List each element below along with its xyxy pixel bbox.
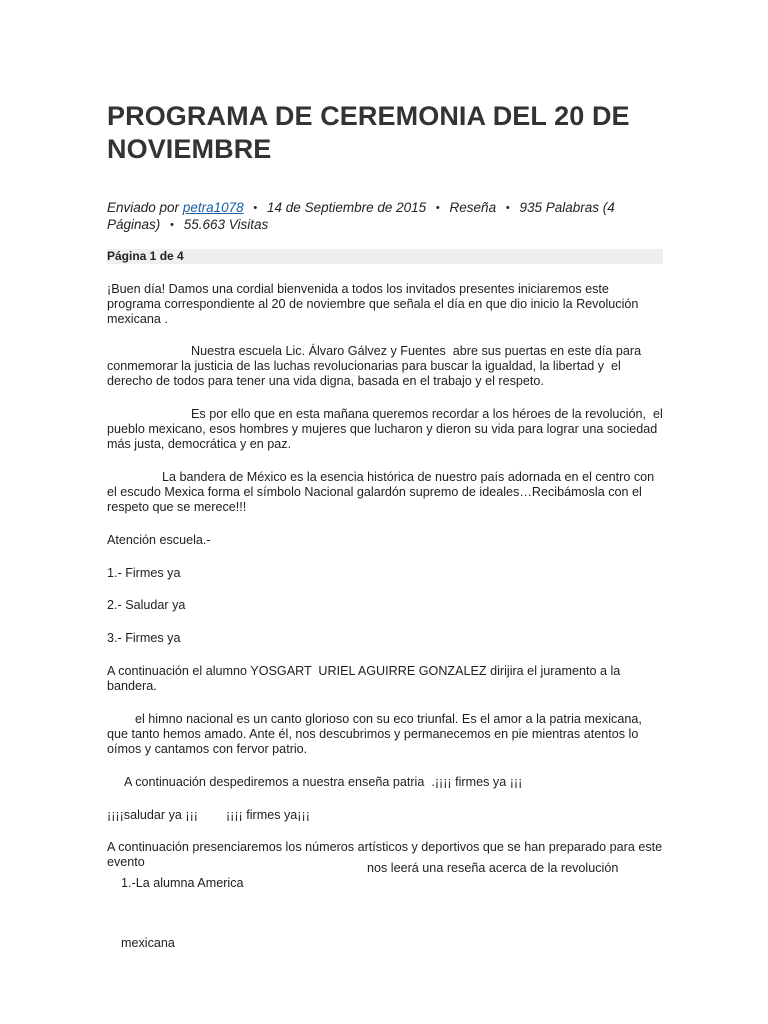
page-indicator: Página 1 de 4 xyxy=(107,249,663,264)
page-title: PROGRAMA DE CEREMONIA DEL 20 DE NOVIEMBRE xyxy=(107,101,630,164)
separator-dot: • xyxy=(253,202,258,214)
program-item-continuation: mexicana xyxy=(121,936,175,950)
sent-by-label: Enviado por xyxy=(107,200,180,215)
paragraph: Es por ello que en esta mañana queremos recordar a los héroes de la revolución, el pueblo mexicano, esos hombres y mujeres que lucharon y dieron su vida para lograr una sociedad más justa, democrática y en paz. xyxy=(107,407,667,451)
program-item-description: nos leerá una reseña acerca de la revolución xyxy=(367,861,619,875)
list-item: 1.- Firmes ya xyxy=(107,566,181,580)
separator-dot: • xyxy=(435,202,440,214)
word-count: 935 Palabras (4 Páginas) xyxy=(107,200,615,232)
list-item: 2.- Saludar ya xyxy=(107,598,186,612)
program-item-number: 1.-La alumna America xyxy=(121,876,244,890)
separator-dot: • xyxy=(170,219,174,231)
paragraph: A continuación presenciaremos los números artísticos y deportivos que se han preparado para este evento xyxy=(107,840,666,869)
paragraph: ¡¡¡¡saludar ya ¡¡¡ ¡¡¡¡ firmes ya¡¡¡ xyxy=(107,808,310,822)
publish-date: 14 de Septiembre de 2015 xyxy=(267,200,427,215)
category: Reseña xyxy=(449,200,497,215)
program-item xyxy=(107,861,663,950)
paragraph: Atención escuela.- xyxy=(107,533,211,547)
paragraph: La bandera de México es la esencia histórica de nuestro país adornada en el centro con el escudo Mexica forma el símbolo Nacional galardón supremo de ideales…Recibámosla con el respeto que se merece!!! xyxy=(107,470,658,514)
separator-dot: • xyxy=(505,202,510,214)
paragraph: A continuación el alumno YOSGART URIEL AGUIRRE GONZALEZ dirijira el juramento a la bandera. xyxy=(107,664,624,693)
paragraph: ¡Buen día! Damos una cordial bienvenida a todos los invitados presentes iniciaremos este programa correspondiente al 20 de noviembre que señala el día en que dio inicio la Revolución mexicana . xyxy=(107,282,642,326)
paragraph: A continuación despediremos a nuestra enseña patria .¡¡¡¡ firmes ya ¡¡¡ xyxy=(124,775,523,789)
paragraph: Nuestra escuela Lic. Álvaro Gálvez y Fuentes abre sus puertas en este día para conmemorar la justicia de las luchas revolucionarias para buscar la igualdad, la libertad y el derecho de todos para tener una vida digna, basada en el trabajo y el respeto. xyxy=(107,344,645,388)
list-item: 3.- Firmes ya xyxy=(107,631,181,645)
paragraph: el himno nacional es un canto glorioso con su eco triunfal. Es el amor a la patria mexicana, que tanto hemos amado. Ante él, nos descubrimos y permanecemos en pie mientras atentos lo oímos y cantamos con fervor patrio. xyxy=(107,712,646,756)
document-meta xyxy=(107,200,663,234)
author-link[interactable]: petra1078 xyxy=(182,200,244,215)
visit-count: 55.663 Visitas xyxy=(183,217,269,232)
